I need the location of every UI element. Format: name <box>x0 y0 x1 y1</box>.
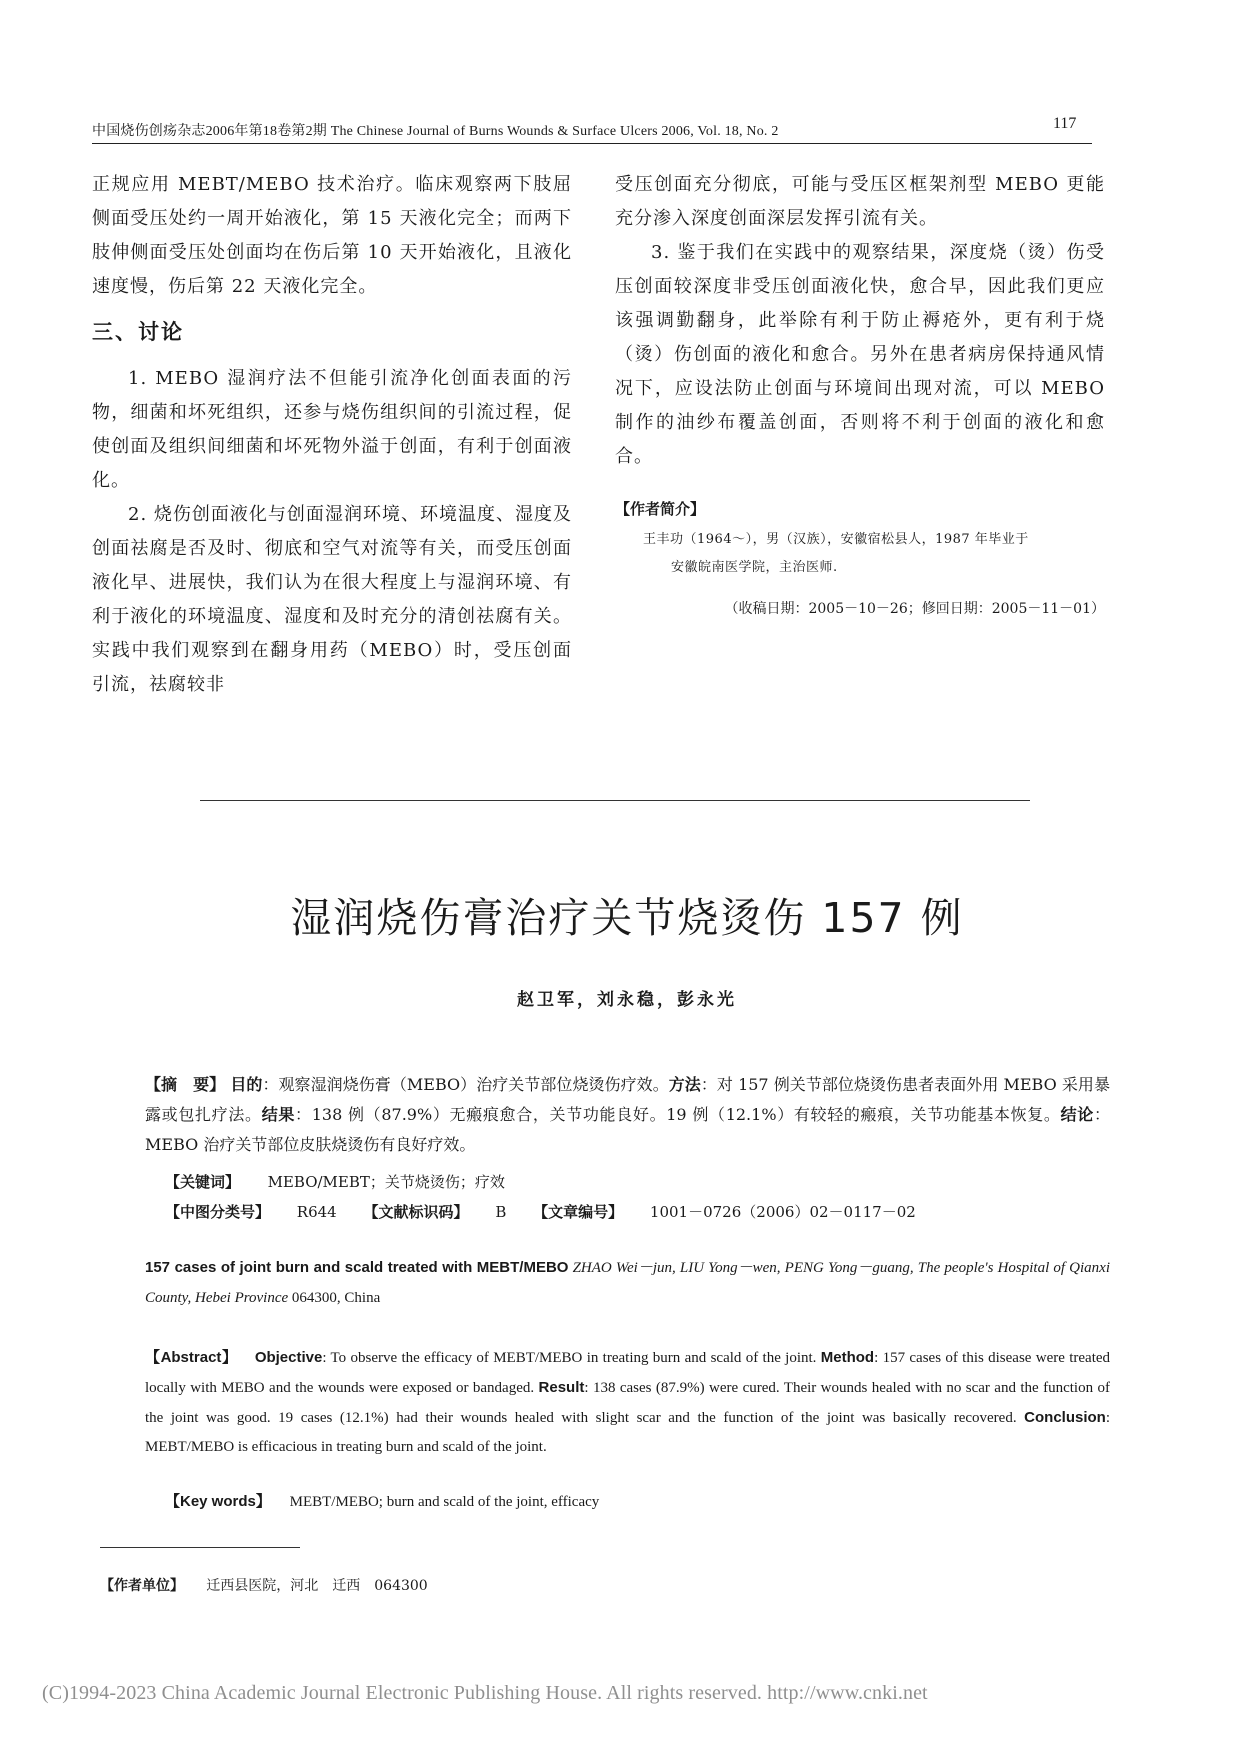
abstract-result: ：138 例（87.9%）无瘢痕愈合，关节功能良好。19 例（12.1%）有较轻的瘢痕，关节功能基本恢复。 <box>295 1105 1061 1124</box>
abstract-conclusion-label: 结论 <box>1060 1105 1094 1124</box>
abstract-method: ：对 157 例关节部位烧烫伤患者表面外用 MEBO 采用暴露或包扎疗法。 <box>145 1075 1110 1124</box>
clc-value: R644 <box>296 1203 337 1221</box>
english-method-label: Method <box>820 1349 875 1366</box>
english-keywords-value: MEBT/MEBO; burn and scald of the joint, efficacy <box>289 1494 600 1510</box>
english-objective-label: Objective <box>254 1349 323 1366</box>
doc-code-value: B <box>495 1203 507 1221</box>
article-no-value: 1001－0726（2006）02－0117－02 <box>649 1203 916 1221</box>
affiliation-label: 【作者单位】 <box>100 1578 184 1594</box>
abstract-method-label: 方法 <box>668 1075 701 1094</box>
article-no-label: 【文章编号】 <box>533 1203 624 1221</box>
chinese-abstract <box>145 1070 1110 1160</box>
left-paragraph-3: 2. 烧伤创面液化与创面湿润环境、环境温度、湿度及创面祛腐是否及时、彻底和空气对流等有关，而受压创面液化早、进展快，我们认为在很大程度上与湿润环境、有利于液化的环境温度、湿度和及时充分的清创祛腐有关。实践中我们观察到在翻身用药（MEBO）时，受压创面引流，祛腐较非 <box>92 504 572 695</box>
english-method: : 157 cases of this disease were treated locally with MEBO and the wounds were exposed or bandaged. <box>145 1350 1111 1396</box>
english-conclusion: : MEBT/MEBO is efficacious in treating burn and scald of the joint. <box>145 1410 1110 1455</box>
receipt-dates: （收稿日期：2005－10－26；修回日期：2005－11－01） <box>724 601 1105 617</box>
english-conclusion-label: Conclusion <box>1024 1409 1106 1426</box>
copyright-watermark: (C)1994-2023 China Academic Journal Electronic Publishing House. All rights reserved. http://www.cnki.net <box>42 1682 928 1704</box>
left-paragraph-2: 1. MEBO 湿润疗法不但能引流净化创面表面的污物，细菌和坏死组织，还参与烧伤组织间的引流过程，促使创面及组织间细菌和坏死物外溢于创面，有利于创面液化。 <box>92 368 572 491</box>
english-objective: : To observe the efficacy of MEBT/MEBO in treating burn and scald of the joint. <box>322 1350 817 1366</box>
abstract-label: 【摘 要】 <box>145 1075 226 1094</box>
english-result: : 138 cases (87.9%) were cured. Their wounds healed with no scar and the function of the joint was good. 19 cases (12.1%) had their wounds healed with slight scar and the function of the joint was basically recovered. <box>145 1380 1110 1426</box>
author-bio-label: 【作者简介】 <box>615 500 706 518</box>
article-divider <box>200 800 1030 801</box>
article-authors: 赵卫军，刘永稳，彭永光 <box>517 990 737 1010</box>
english-keywords-label: 【Key words】 <box>165 1493 271 1510</box>
keywords-value: MEBO/MEBT；关节烧烫伤；疗效 <box>267 1173 505 1191</box>
doc-code-label: 【文献标识码】 <box>363 1203 469 1221</box>
english-keywords <box>165 1490 599 1511</box>
right-paragraph-2: 3. 鉴于我们在实践中的观察结果，深度烧（烫）伤受压创面较深度非受压创面液化快，愈合早，因此我们更应该强调勤翻身，此举除有利于防止褥疮外，更有利于烧（烫）伤创面的液化和愈合。另外在患者病房保持通风情况下，应设法防止创面与环境间出现对流，可以 MEBO 制作的油纱布覆盖创面，否则将不利于创面的液化和愈合。 <box>615 242 1105 467</box>
author-affiliation <box>100 1575 428 1595</box>
english-abstract-label: 【Abstract】 <box>145 1349 238 1366</box>
english-authors-affiliation: ZHAO Wei－jun, LIU Yong－wen, PENG Yong－guang, The people's Hospital of Qianxi County, Hebei Province <box>145 1260 1110 1306</box>
abstract-objective: ：观察湿润烧伤膏（MEBO）治疗关节部位烧烫伤疗效。 <box>262 1075 669 1094</box>
english-postcode: 064300, China <box>288 1290 381 1306</box>
abstract-result-label: 结果 <box>261 1105 296 1124</box>
left-column <box>92 168 572 702</box>
clc-label: 【中图分类号】 <box>165 1203 271 1221</box>
classification-line <box>165 1198 916 1226</box>
english-title-block <box>145 1253 1110 1313</box>
abstract-objective-label: 目的 <box>230 1075 263 1094</box>
footnote-rule <box>100 1547 300 1548</box>
running-header: 中国烧伤创疡杂志2006年第18卷第2期 The Chinese Journal of Burns Wounds & Surface Ulcers 2006, Vol. 18, No. 2 <box>92 124 779 139</box>
author-bio-line-1: 王丰功（1964～），男（汉族），安徽宿松县人，1987 年毕业于 <box>643 532 1029 547</box>
page-number: 117 <box>1053 115 1077 132</box>
english-title: 157 cases of joint burn and scald treated with MEBT/MEBO <box>145 1259 569 1276</box>
author-bio-line-2: 安徽皖南医学院，主治医师. <box>671 560 838 575</box>
right-column <box>615 168 1105 622</box>
english-result-label: Result <box>538 1379 585 1396</box>
left-paragraph-1: 正规应用 MEBT/MEBO 技术治疗。临床观察两下肢屈侧面受压处约一周开始液化，第 15 天液化完全；而两下肢伸侧面受压处创面均在伤后第 10 天开始液化，且液化速度慢，伤后第 22 天液化完全。 <box>92 174 572 297</box>
author-bio <box>615 526 1105 582</box>
keywords-label: 【关键词】 <box>165 1173 241 1191</box>
affiliation-value: 迁西县医院，河北 迁西 064300 <box>206 1578 428 1594</box>
header-rule <box>92 143 1092 144</box>
chinese-keywords <box>165 1168 505 1196</box>
abstract-conclusion: ：MEBO 治疗关节部位皮肤烧烫伤有良好疗效。 <box>145 1105 1110 1154</box>
section-heading-discussion: 三、讨论 <box>92 320 184 344</box>
right-paragraph-1: 受压创面充分彻底，可能与受压区框架剂型 MEBO 更能充分渗入深度创面深层发挥引流有关。 <box>615 174 1105 229</box>
english-abstract <box>145 1343 1110 1462</box>
article-title: 湿润烧伤膏治疗关节烧烫伤 157 例 <box>290 894 964 942</box>
